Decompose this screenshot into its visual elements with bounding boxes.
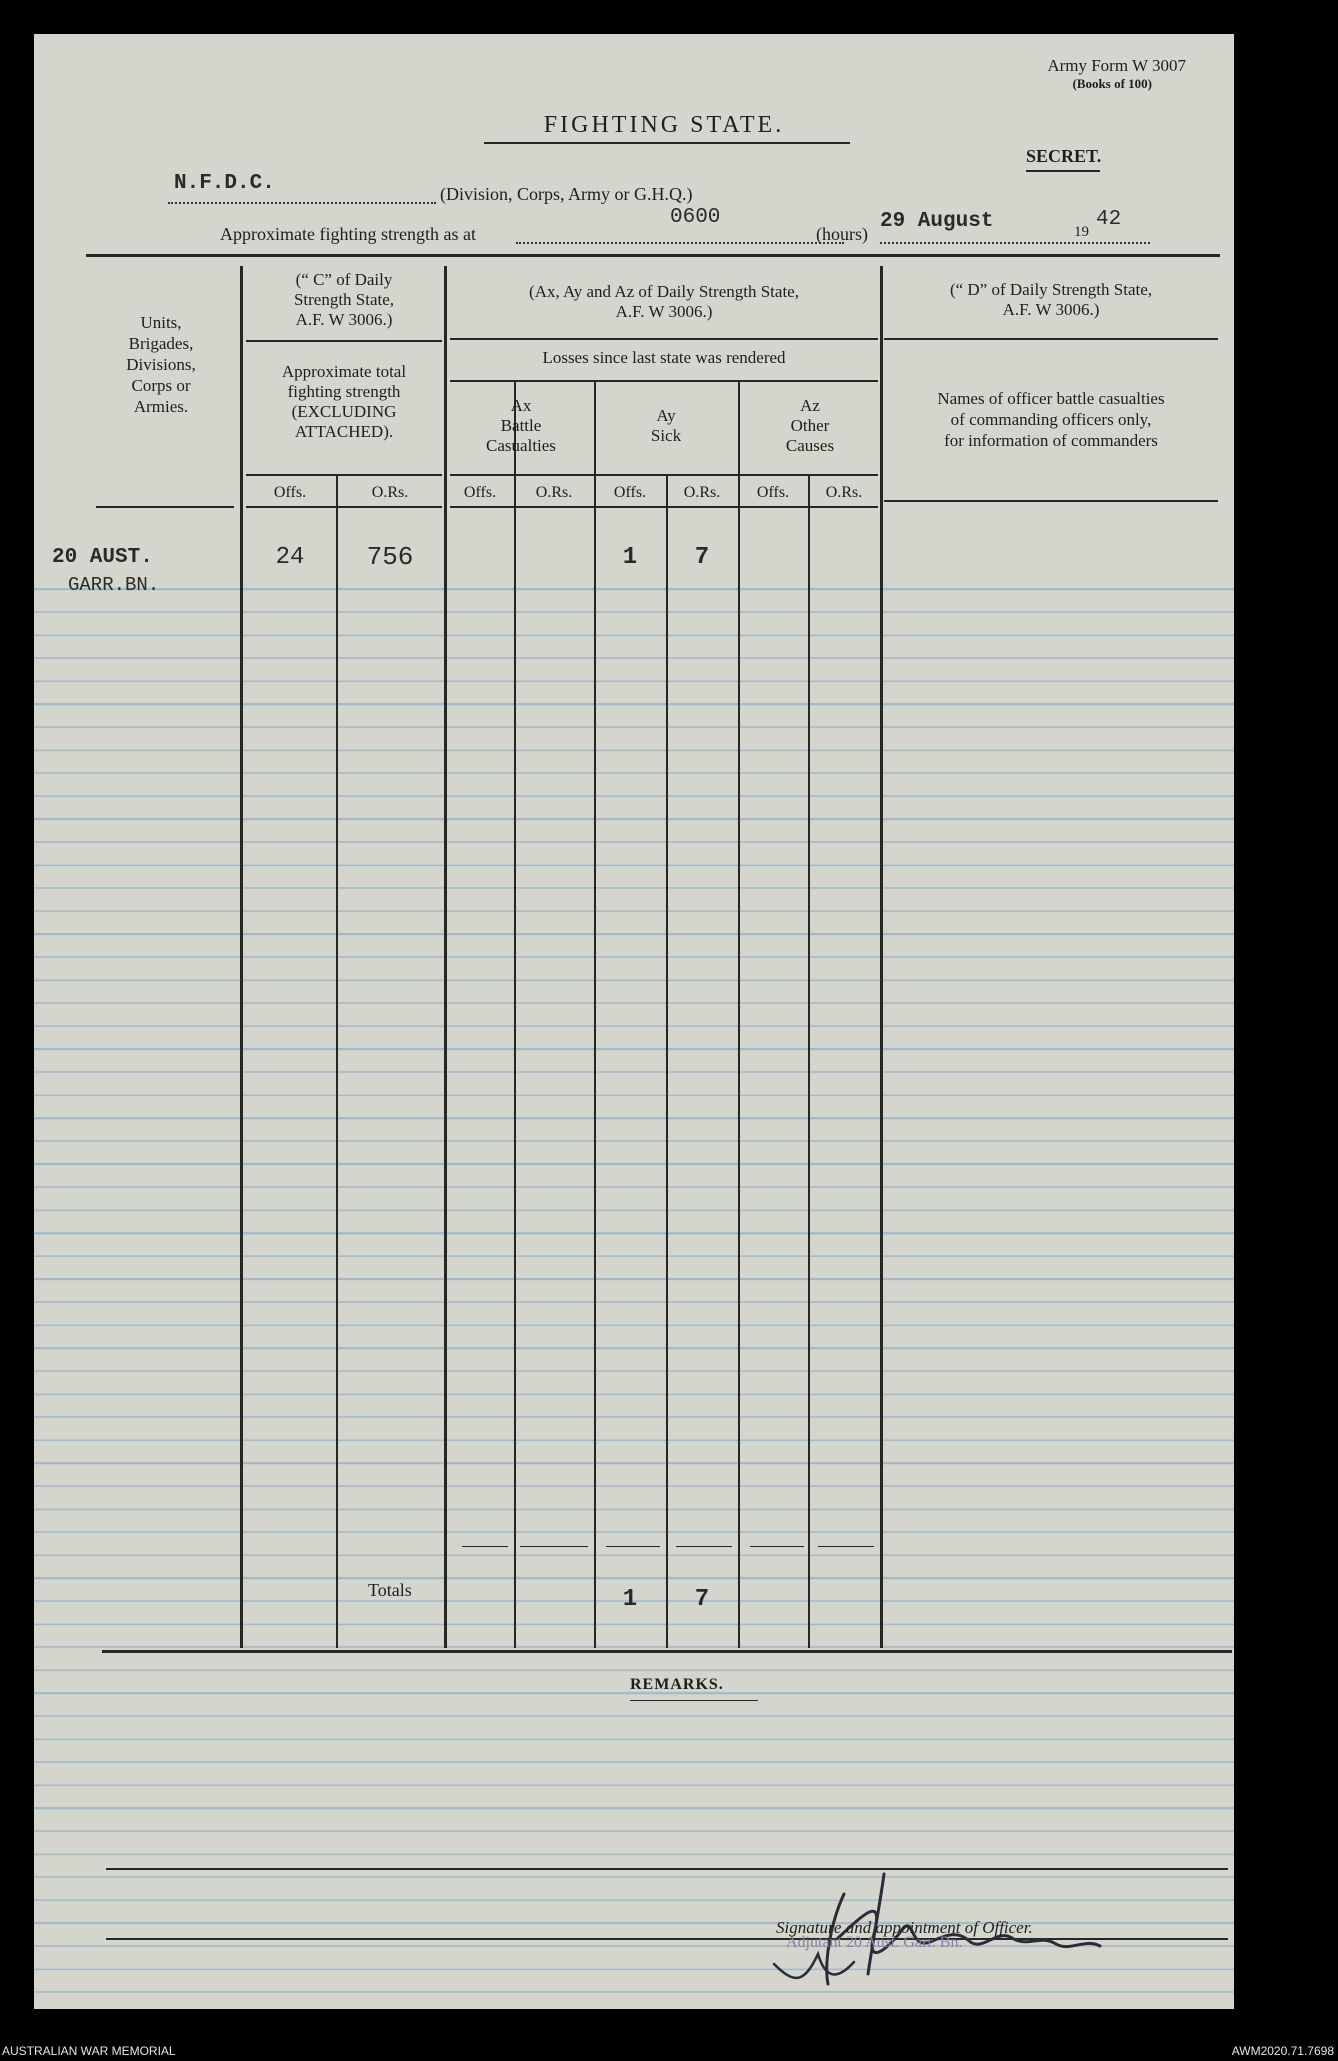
time-value: 0600 xyxy=(670,206,721,229)
hours-label: (hours) xyxy=(816,224,868,244)
totals-rule-az-ors xyxy=(818,1546,874,1547)
ax-header: Ax Battle Casualties xyxy=(486,396,556,455)
totals-rule-az-offs xyxy=(750,1546,804,1547)
col-line-ax xyxy=(594,382,596,1648)
row-ay-offs: 1 xyxy=(622,544,638,571)
units-bottom-rule xyxy=(96,506,234,508)
row-c-ors: 756 xyxy=(366,542,414,572)
az-ors-header: O.Rs. xyxy=(825,484,863,501)
totals-ay-ors: 7 xyxy=(694,1586,710,1613)
year-prefix: 19 xyxy=(1074,224,1089,240)
col-line-ay-offs xyxy=(666,476,668,1648)
table-top-rule xyxy=(86,254,1220,257)
c-desc-header: Approximate total fighting strength (EXCLUDING ATTACHED). xyxy=(281,362,407,441)
form-number-block xyxy=(1047,56,1186,92)
ay-ors-header: O.Rs. xyxy=(683,484,721,501)
losses-ref-rule xyxy=(450,338,878,340)
secret-underline xyxy=(1026,170,1100,172)
col-line-ay xyxy=(738,382,740,1648)
form-sheet xyxy=(34,34,1234,2009)
c-desc-rule xyxy=(246,474,442,476)
table-bottom-rule xyxy=(102,1650,1232,1653)
c-ref-header: (“ C” of Daily Strength State, A.F. W 3006.) xyxy=(293,270,395,329)
col-line-ax-offs xyxy=(514,382,516,1648)
secret-label: SECRET. xyxy=(1026,146,1102,166)
ay-header: Ay Sick xyxy=(650,406,682,445)
ax-ors-header: O.Rs. xyxy=(535,484,573,501)
signature-mark xyxy=(734,1834,1154,1994)
totals-rule-ax-ors xyxy=(520,1546,588,1547)
strength-label: Approximate fighting strength as at xyxy=(220,224,476,244)
formation-dotted-line xyxy=(168,202,436,204)
az-offs-header: Offs. xyxy=(756,484,790,501)
totals-ay-offs: 1 xyxy=(622,1586,638,1613)
ay-offs-header: Offs. xyxy=(613,484,647,501)
d-desc-header: Names of officer battle casualties of commanding officers only, for information of commanders xyxy=(937,389,1165,450)
c-ref-rule xyxy=(246,340,442,342)
totals-rule-ay-ors xyxy=(676,1546,732,1547)
col-line-units xyxy=(240,266,243,1648)
date-dotted-line xyxy=(880,242,1150,244)
archive-footer xyxy=(0,2021,1338,2061)
losses-bottom-rule xyxy=(450,506,878,508)
form-title: FIGHTING STATE. xyxy=(543,112,785,138)
c-offs-header: Offs. xyxy=(273,484,307,501)
signature-caption: Signature and appointment of Officer. xyxy=(776,1918,1033,1937)
formation-value: N.F.D.C. xyxy=(174,172,275,195)
d-ref-header: (“ D” of Daily Strength State, A.F. W 3006.) xyxy=(949,280,1153,319)
d-bottom-rule xyxy=(884,500,1218,502)
row-c-offs: 24 xyxy=(275,544,305,571)
az-header: Az Other Causes xyxy=(785,396,835,455)
row-unit-line2: GARR.BN. xyxy=(68,574,160,596)
time-dotted-line xyxy=(516,242,844,244)
footer-right-text: AWM2020.71.7698 xyxy=(1231,2044,1334,2058)
d-ref-rule xyxy=(884,338,1218,340)
col-line-c xyxy=(444,266,447,1648)
form-number: Army Form W 3007 xyxy=(1047,56,1186,75)
footer-left-text: AUSTRALIAN WAR MEMORIAL xyxy=(2,2044,176,2058)
row-ay-ors: 7 xyxy=(694,544,710,571)
title-underline xyxy=(484,142,850,144)
col-line-c-offs xyxy=(336,476,338,1648)
totals-rule-ay-offs xyxy=(606,1546,660,1547)
c-bottom-rule xyxy=(246,506,442,508)
signature-stamp: Adjutant 20 Aust. Garr. Bn. xyxy=(786,1934,963,1951)
year-suffix: 42 xyxy=(1096,208,1122,231)
remarks-label: REMARKS. xyxy=(630,1676,724,1693)
losses-caption-rule xyxy=(450,380,878,382)
losses-ref-header: (Ax, Ay and Az of Daily Strength State, A.F. W 3006.) xyxy=(529,282,799,321)
col-line-az-offs xyxy=(808,476,810,1648)
date-value: 29 August xyxy=(880,210,994,233)
losses-caption: Losses since last state was rendered xyxy=(542,348,786,367)
form-books: (Books of 100) xyxy=(1072,76,1152,91)
row-unit-line1: 20 AUST. xyxy=(52,546,153,569)
ax-offs-header: Offs. xyxy=(463,484,497,501)
losses-sub-rule xyxy=(450,474,878,476)
totals-label: Totals xyxy=(368,1580,412,1600)
totals-rule-ax-offs xyxy=(462,1546,508,1547)
c-ors-header: O.Rs. xyxy=(371,484,409,501)
units-header: Units, Brigades, Divisions, Corps or Armies. xyxy=(126,313,196,416)
formation-caption: (Division, Corps, Army or G.H.Q.) xyxy=(440,184,693,204)
remarks-underline xyxy=(630,1700,758,1701)
col-line-az xyxy=(880,266,883,1648)
